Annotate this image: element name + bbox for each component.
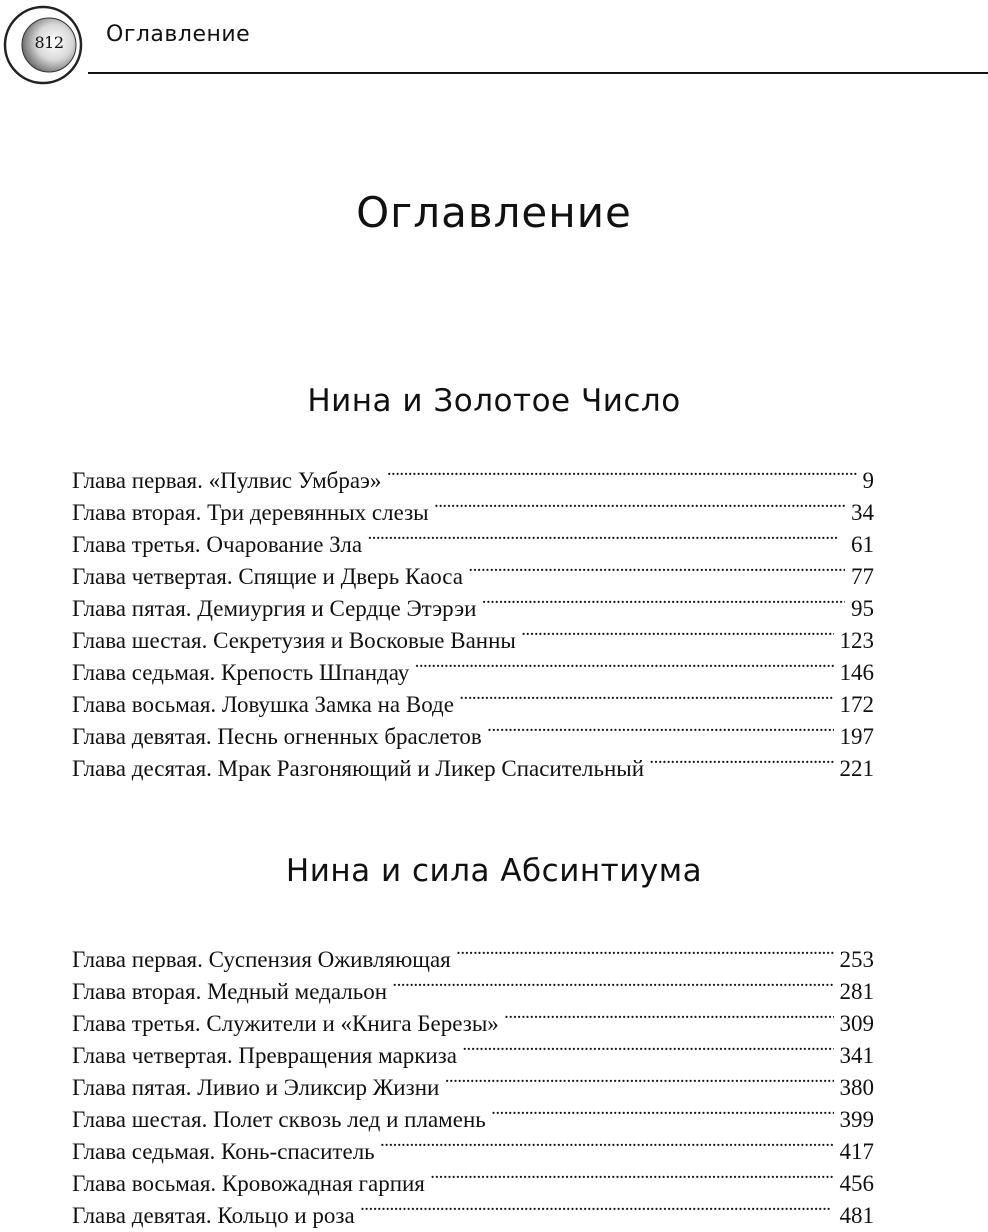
dot-leader — [387, 456, 856, 488]
dot-leader — [460, 680, 834, 712]
dot-leader — [505, 999, 834, 1031]
toc-entry-page: 281 — [839, 979, 874, 1004]
toc-entry-page: 309 — [839, 1011, 874, 1036]
toc-entry-title: Глава восьмая. Ловушка Замка на Воде — [72, 692, 454, 717]
toc-entry-page: 253 — [839, 947, 874, 972]
dot-leader — [415, 648, 833, 680]
toc-entry-title: Глава вторая. Три деревянных слезы — [72, 500, 429, 525]
toc-entry-title: Глава пятая. Демиургия и Сердце Этэрэи — [72, 596, 477, 621]
toc-entry-title: Глава четвертая. Превращения маркиза — [72, 1043, 457, 1068]
toc-entry-title: Глава седьмая. Конь-спаситель — [72, 1139, 375, 1164]
dot-leader — [463, 1031, 834, 1063]
dot-leader — [361, 1191, 834, 1223]
toc-entry[interactable] — [72, 935, 874, 972]
toc-entry-title: Глава седьмая. Крепость Шпандау — [72, 660, 410, 685]
dot-leader — [381, 1127, 834, 1159]
toc-entry-title: Глава шестая. Секретузия и Восковые Ванны — [72, 628, 516, 653]
header-rule — [88, 72, 988, 74]
toc-entry-title: Глава третья. Очарование Зла — [72, 532, 363, 557]
toc-entry[interactable] — [72, 456, 874, 493]
toc-entry-title: Глава девятая. Кольцо и роза — [72, 1203, 355, 1228]
dot-leader — [522, 616, 834, 648]
toc-entry-title: Глава шестая. Полет сквозь лед и пламень — [72, 1107, 486, 1132]
dot-leader — [469, 552, 845, 584]
toc-entry-title: Глава вторая. Медный медальон — [72, 979, 388, 1004]
dot-leader — [445, 1063, 833, 1095]
toc-entry-page: 9 — [862, 468, 874, 493]
section-title: Нина и Золотое Число — [307, 383, 681, 419]
toc-entry-page: 197 — [839, 724, 874, 749]
section-title: Нина и сила Абсинтиума — [285, 853, 703, 889]
toc-list — [72, 456, 874, 781]
toc-entry-page: 172 — [839, 692, 874, 717]
dot-leader — [435, 488, 845, 520]
toc-entry-title: Глава десятая. Мрак Разгоняющий и Ликер Спасительный — [72, 756, 645, 781]
toc-entry-page: 146 — [839, 660, 874, 685]
toc-entry-page: 61 — [851, 532, 874, 557]
dot-leader — [650, 744, 833, 776]
running-header — [0, 0, 988, 80]
toc-entry-page: 481 — [839, 1203, 874, 1228]
toc-entry-title: Глава третья. Служители и «Книга Березы» — [72, 1011, 499, 1036]
dot-leader — [457, 935, 834, 967]
toc-entry-title: Глава первая. «Пулвис Умбраэ» — [72, 468, 382, 493]
toc-entry-title: Глава первая. Суспензия Оживляющая — [72, 947, 451, 972]
toc-entry-page: 77 — [851, 564, 874, 589]
toc-entry-page: 380 — [839, 1075, 874, 1100]
dot-leader — [482, 584, 845, 616]
page-title: Оглавление — [356, 188, 632, 237]
toc-list — [72, 935, 874, 1228]
dot-leader — [431, 1159, 834, 1191]
toc-entry-page: 123 — [839, 628, 874, 653]
toc-entry-title: Глава восьмая. Кровожадная гарпия — [72, 1171, 425, 1196]
toc-entry-title: Глава четвертая. Спящие и Дверь Каоса — [72, 564, 463, 589]
dot-leader — [488, 712, 834, 744]
dot-leader — [393, 967, 833, 999]
running-title: Оглавление — [106, 22, 251, 47]
dot-leader — [368, 520, 845, 552]
dot-leader — [492, 1095, 834, 1127]
toc-entry-title: Глава девятая. Песнь огненных браслетов — [72, 724, 482, 749]
toc-entry-page: 221 — [839, 756, 874, 781]
toc-entry-page: 399 — [839, 1107, 874, 1132]
toc-entry-page: 456 — [839, 1171, 874, 1196]
toc-entry-page: 34 — [851, 500, 874, 525]
toc-entry-page: 95 — [851, 596, 874, 621]
toc-entry-title: Глава пятая. Ливио и Эликсир Жизни — [72, 1075, 440, 1100]
toc-entry-page: 417 — [839, 1139, 874, 1164]
page-number: 812 — [34, 33, 64, 52]
toc-entry-page: 341 — [839, 1043, 874, 1068]
